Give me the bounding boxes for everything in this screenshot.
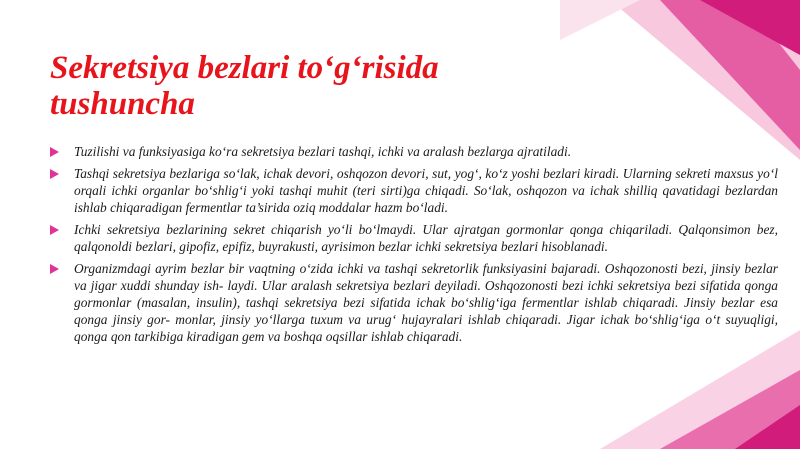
bullet-arrow-icon <box>50 169 59 179</box>
bullet-text: Tashqi sekretsiya bezlariga so‘lak, ichak devori, oshqozon devori, sut, yog‘, ko‘z yoshi bezlari kiradi. Ularning sekreti maxsus yo‘l orqali ichki organlar bo‘shlig‘i yoki tashqi muhit (teri sirti)ga chiqadi. So‘lak, oshqozon va ichak shilliq qavatidagi bezlardan ishlab chiqaradigan fermentlar ta’sirida oziq moddalar hazm bo‘ladi. <box>74 166 778 215</box>
bullet-arrow-icon <box>50 225 59 235</box>
bullet-item <box>50 221 778 255</box>
bullet-text: Organizmdagi ayrim bezlar bir vaqtning o‘zida ichki va tashqi sekretorlik funksiyasini bajaradi. Oshqozonosti bezi, jinsiy bezlar va jigar xuddi shunday ish- laydi. Ular aralash sekretsiya bezlari deyiladi. Oshqozonosti bezi ichki sekretsiya bezi sifatida qonga gormonlar (masalan, insulin), tashqi sekretsiya bezi sifatida ichak bo‘shlig‘iga fermentlar ishlab chiqaradi. Jinsiy bezlar esa qonga jinsiy gor- monlar, jinsiy yo‘llarga tuxum va urug‘ hujayralari ishlab chiqaradi. Jigar ichak bo‘shlig‘iga o‘t suyuqligi, qonga qon tarkibiga kiradigan gem va boshqa oqsillar ishlab chiqaradi. <box>74 261 778 344</box>
slide-title <box>50 50 570 122</box>
bullet-text: Ichki sekretsiya bezlarining sekret chiqarish yo‘li bo‘lmaydi. Ular ajratgan gormonlar qonga chiqariladi. Qalqonsimon bez, qalqonoldi bezlari, gipofiz, epifiz, buyrakusti, ayrisimon bezlar ichki sekretsiya bezlari hisoblanadi. <box>74 222 778 254</box>
bullet-list <box>50 143 778 350</box>
bullet-item <box>50 260 778 345</box>
bullet-arrow-icon <box>50 264 59 274</box>
bullet-text: Tuzilishi va funksiyasiga ko‘ra sekretsiya bezlari tashqi, ichki va aralash bezlarga ajratiladi. <box>74 144 572 159</box>
bullet-item <box>50 143 778 160</box>
slide-title-line-2: tushuncha <box>50 86 195 122</box>
bullet-arrow-icon <box>50 147 59 157</box>
bullet-item <box>50 165 778 216</box>
slide-title-line-1: Sekretsiya bezlari to‘g‘risida <box>50 50 439 86</box>
